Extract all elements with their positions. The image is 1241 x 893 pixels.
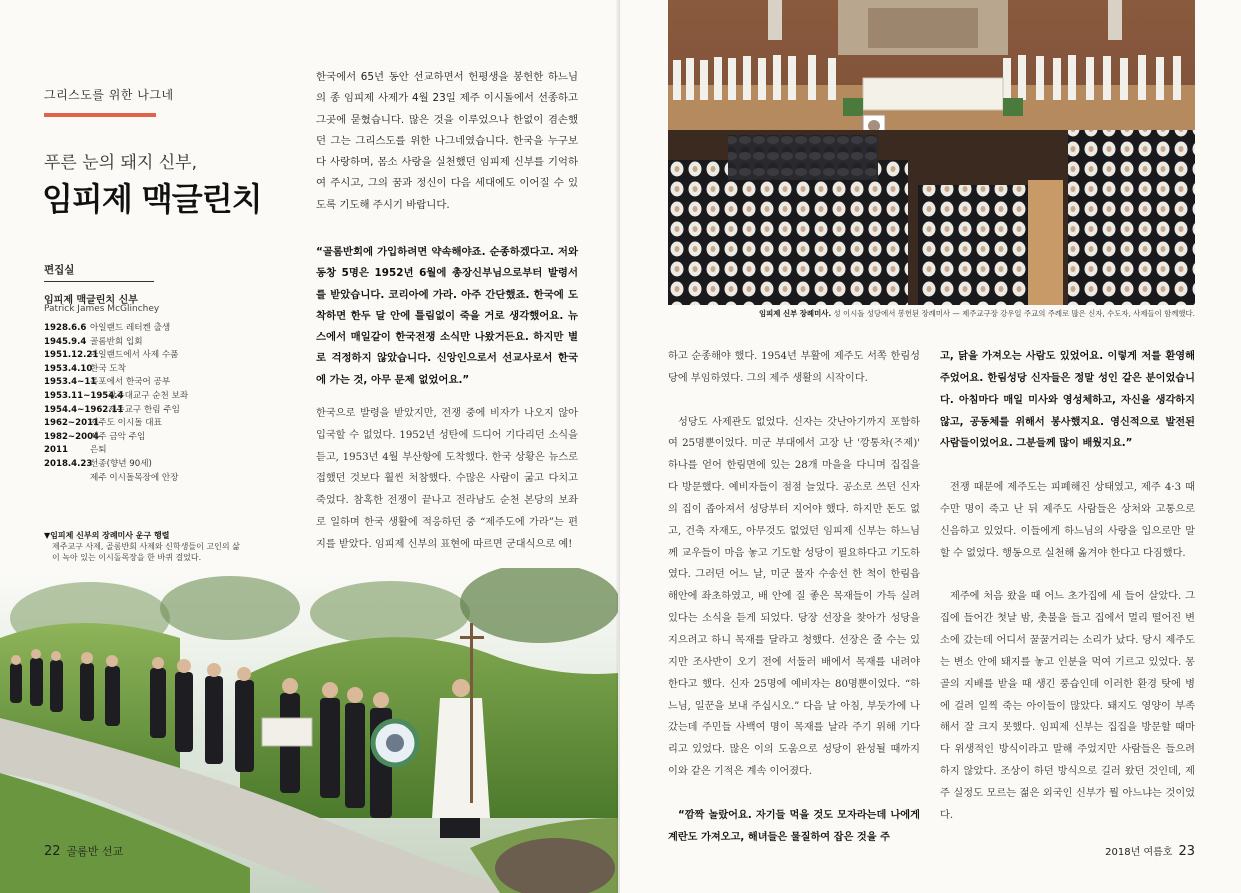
body-column-2 (940, 346, 1195, 848)
timeline-date: 1962~2011 (44, 418, 100, 429)
photo-caption (44, 530, 244, 563)
page-folio (44, 843, 123, 859)
issue-label: 2018년 여름호 (1105, 847, 1173, 858)
timeline-row (44, 336, 274, 350)
timeline-event: 제주도 이시돌 대표 (90, 418, 162, 429)
timeline-event: 골롬반회 입회 (90, 336, 143, 347)
photo-caption-body: 제주교구 사제, 골롬반회 사제와 신학생들이 고인의 삶이 녹아 있는 이시돌목장을 한 바퀴 걸었다. (52, 542, 240, 562)
timeline-event: 아일랜드에서 사제 수품 (90, 350, 179, 361)
timeline-event: 제주교구 한림 주임 (108, 404, 180, 415)
photo-caption-title: 임피제 신부 장례미사. (758, 309, 832, 318)
timeline-row (44, 458, 274, 472)
timeline-date: 1951.12.21 (44, 350, 99, 361)
timeline-event: 아일랜드 레터켄 출생 (90, 323, 171, 333)
profile-name-en: Patrick James McGlinchey (44, 304, 160, 314)
timeline-row (44, 322, 274, 336)
timeline-row (44, 349, 274, 363)
page-folio (1105, 843, 1195, 859)
series-accent-bar (44, 113, 156, 117)
funeral-mass-photo (668, 0, 1195, 305)
photo-caption (750, 308, 1195, 319)
body-text: 한국으로 발령을 받았지만, 전쟁 중에 비자가 나오지 않아 입국할 수 없었다. 1952년 성탄에 드디어 기다리던 소식을 듣고, 1953년 4월 부산항에 도착했다. 한국 상황은 뉴스로 접했던 것보다 훨씬 처참했다. 수많은 사람이 굶고 다치고 죽었다. 참혹한 전쟁이 끝나고 전라남도 순천 본당의 보좌로 일하며 한국 생활에 적응하던 중 “제주도에 가라”는 편지를 받았다. 임피제 신부의 표현에 따르면 군대식으로 예! (316, 408, 578, 550)
article-subtitle: 푸른 눈의 돼지 신부, (44, 153, 197, 173)
timeline-row (44, 404, 274, 418)
timeline-event: 광주대교구 순천 보좌 (108, 390, 189, 401)
pull-quote: “골롬반회에 가입하려면 약속해야죠. 순종하겠다고. 저와 동창 5명은 1952년 6월에 총장신부님으로부터 발령서를 받았습니다. 코리아에 가라. 아주 간단했죠. 한국에 도착하면 한두 달 안에 틀림없이 죽을 거로 생각했어요. 뉴스에서 매일같이 한국전쟁 소식만 나왔거든요. 하지만 별로 걱정하지 않았습니다. 신앙인으로서 선교사로서 한국에 가는 것, 아무 문제 없었어요.” (316, 246, 578, 386)
biography-timeline (44, 322, 274, 485)
body-column-1 (668, 346, 920, 870)
paragraph: 전쟁 때문에 제주도는 피폐해진 상태였고, 제주 4·3 때 수만 명이 죽고 난 뒤 제주도 사람들은 상처와 고통으로 신음하고 있었다. 이들에게 하느님의 사랑을 입으로만 말할 수 없었다. 행동으로 실천해 옮겨야 한다고 다짐했다. (940, 482, 1195, 559)
timeline-row (44, 417, 274, 431)
timeline-date: 1945.9.4 (44, 336, 87, 347)
photo-caption-title: ▼임피제 신부의 장례미사 운구 행렬 (44, 531, 170, 540)
article-intro: 한국에서 65년 동안 선교하면서 헌평생을 봉헌한 하느님의 종 임피제 사제가 4월 23일 제주 이시돌에서 선종하고 그곳에 묻혔습니다. 많은 것을 이루었으나 한없이 겸손했던 그는 그리스도를 위한 나그네였습니다. 한국을 누구보다 사랑하며, 몸소 사랑을 실천했던 임피제 신부를 기억하여 주시고, 그의 꿈과 정신이 다음 세대에도 이어질 수 있도록 기도해 주시기 바랍니다. (316, 71, 578, 211)
timeline-event: 선종(향년 90세) (90, 458, 152, 469)
right-page (620, 0, 1241, 893)
timeline-row (44, 472, 274, 486)
left-page (0, 0, 620, 893)
profile-name: 임피제 맥글린치 신부 (44, 295, 138, 306)
timeline-event: 목포에서 한국어 공부 (90, 377, 171, 388)
timeline-row (44, 363, 274, 377)
timeline-date: 1982~2004 (44, 431, 100, 442)
page-number: 23 (1178, 844, 1195, 859)
timeline-event: 은퇴 (90, 445, 107, 456)
photo-caption-body: 성 이시돌 성당에서 봉헌된 장례미사 — 제주교구장 강우일 주교의 주례로 많은 신자, 수도자, 사제들이 함께했다. (833, 309, 1195, 318)
page-number: 22 (44, 844, 61, 859)
timeline-date: 2011 (44, 445, 68, 456)
timeline-date: 1953.11~1954.4 (44, 390, 124, 401)
divider (44, 281, 154, 282)
timeline-date: 1953.4.10 (44, 363, 93, 374)
article-title: 임피제 맥글린치 (42, 180, 262, 218)
timeline-date (44, 472, 90, 486)
editor-credit: 편집실 (44, 264, 75, 276)
quote-paragraph: “깜짝 놀랐어요. 자기들 먹을 것도 모자라는데 나에게 계란도 가져오고, 해녀들은 물질하여 잡은 것을 주 (668, 809, 920, 843)
timeline-row (44, 444, 274, 458)
series-label: 그리스도를 위한 나그네 (44, 88, 174, 102)
timeline-row (44, 376, 274, 390)
quote-paragraph: 고, 닭을 가져오는 사람도 있었어요. 이렇게 저를 환영해 주었어요. 한림성당 신자들은 정말 성인 같은 분이었습니다. 아침마다 매일 미사와 영성체하고, 자신을 생각하지 않고, 공동체를 위해서 봉사했지요. 영신적으로 발전된 사람들이었어요. 그분들께 많이 배웠지요.” (940, 351, 1195, 450)
magazine-name: 골롬반 선교 (66, 845, 124, 858)
timeline-row (44, 431, 274, 445)
timeline-date: 1953.4~11 (44, 377, 97, 388)
paragraph: 제주에 처음 왔을 때 어느 초가집에 세 들어 살았다. 그 집에 들어간 첫날 밤, 촛불을 들고 집에서 멀리 떨어진 변소에 갔는데 어디서 꿀꿀거리는 소리가 났다. 당시 제주도는 변소 안에 돼지를 놓고 인분을 먹여 기르고 있었다. 몽골의 지배를 받을 때 생긴 풍습인데 이러한 환경 탓에 병에 걸려 일찍 죽는 아이들이 많았다. 돼지도 영양이 부족해서 잘 크지 못했다. 임피제 신부는 집집을 방문할 때마다 위생적인 방식이라고 말해 주었지만 사람들은 들으려 하지 않았다. 조상이 하던 방식으로 길러 왔던 것인데, 제주 실정도 모르는 젊은 외국인 신부가 뭘 아느냐는 것이었다. (940, 591, 1195, 821)
timeline-event: 제주 금악 주임 (90, 431, 146, 442)
paragraph: 하고 순종해야 했다. 1954년 부활에 제주도 서쪽 한림성당에 부임하였다. 그의 제주 생활의 시작이다. (668, 351, 920, 384)
timeline-date: 1928.6.6 (44, 323, 87, 333)
timeline-date: 2018.4.23 (44, 458, 93, 469)
timeline-event: 제주 이시돌목장에 안장 (90, 472, 179, 483)
timeline-row (44, 390, 274, 404)
paragraph: 성당도 사제관도 없었다. 신자는 갓난아기까지 포함하여 25명뿐이었다. 미군 부대에서 고장 난 '깡통차(ᄌᆞ제)' 하나를 얻어 한림면에 있는 28개 마을을 다니며 집집을 다 방문했다. 예비자들이 점점 늘었다. 공소로 쓰던 신자의 집이 좁아져서 성당부터 지어야 했다. 하지만 돈도 없고, 건축 자재도, 아무것도 없었던 임피제 신부는 하느님께 교우들이 마음 놓고 기도할 성당이 필요하다고 기도하였다. 그러던 어느 날, 미군 물자 수송선 한 척이 한림읍 해안에 좌초하였고, 배 안에 질 좋은 목재들이 가득 실려있다는 소식을 듣게 되었다. 당장 선장을 찾아가 성당을 지으려고 하니 목재를 달라고 청했다. 선장은 줄 수는 있지만 조사반이 오기 전에 서둘러 배에서 목재를 내려야 한다고 했다. 신자 25명에 예비자는 80명뿐이었다. “하느님, 일꾼을 보내 주십시오.” 다음 날 아침, 부둣가에 나갔는데 주민들 사백여 명이 목재를 날라 주기 위해 기다리고 있었다. 많은 이의 도움으로 성당이 완성될 때까지 이와 같은 기적은 계속 이어졌다. (668, 416, 920, 778)
timeline-event: 한국 도착 (90, 363, 126, 374)
timeline-date: 1954.4~1962.11 (44, 404, 124, 415)
